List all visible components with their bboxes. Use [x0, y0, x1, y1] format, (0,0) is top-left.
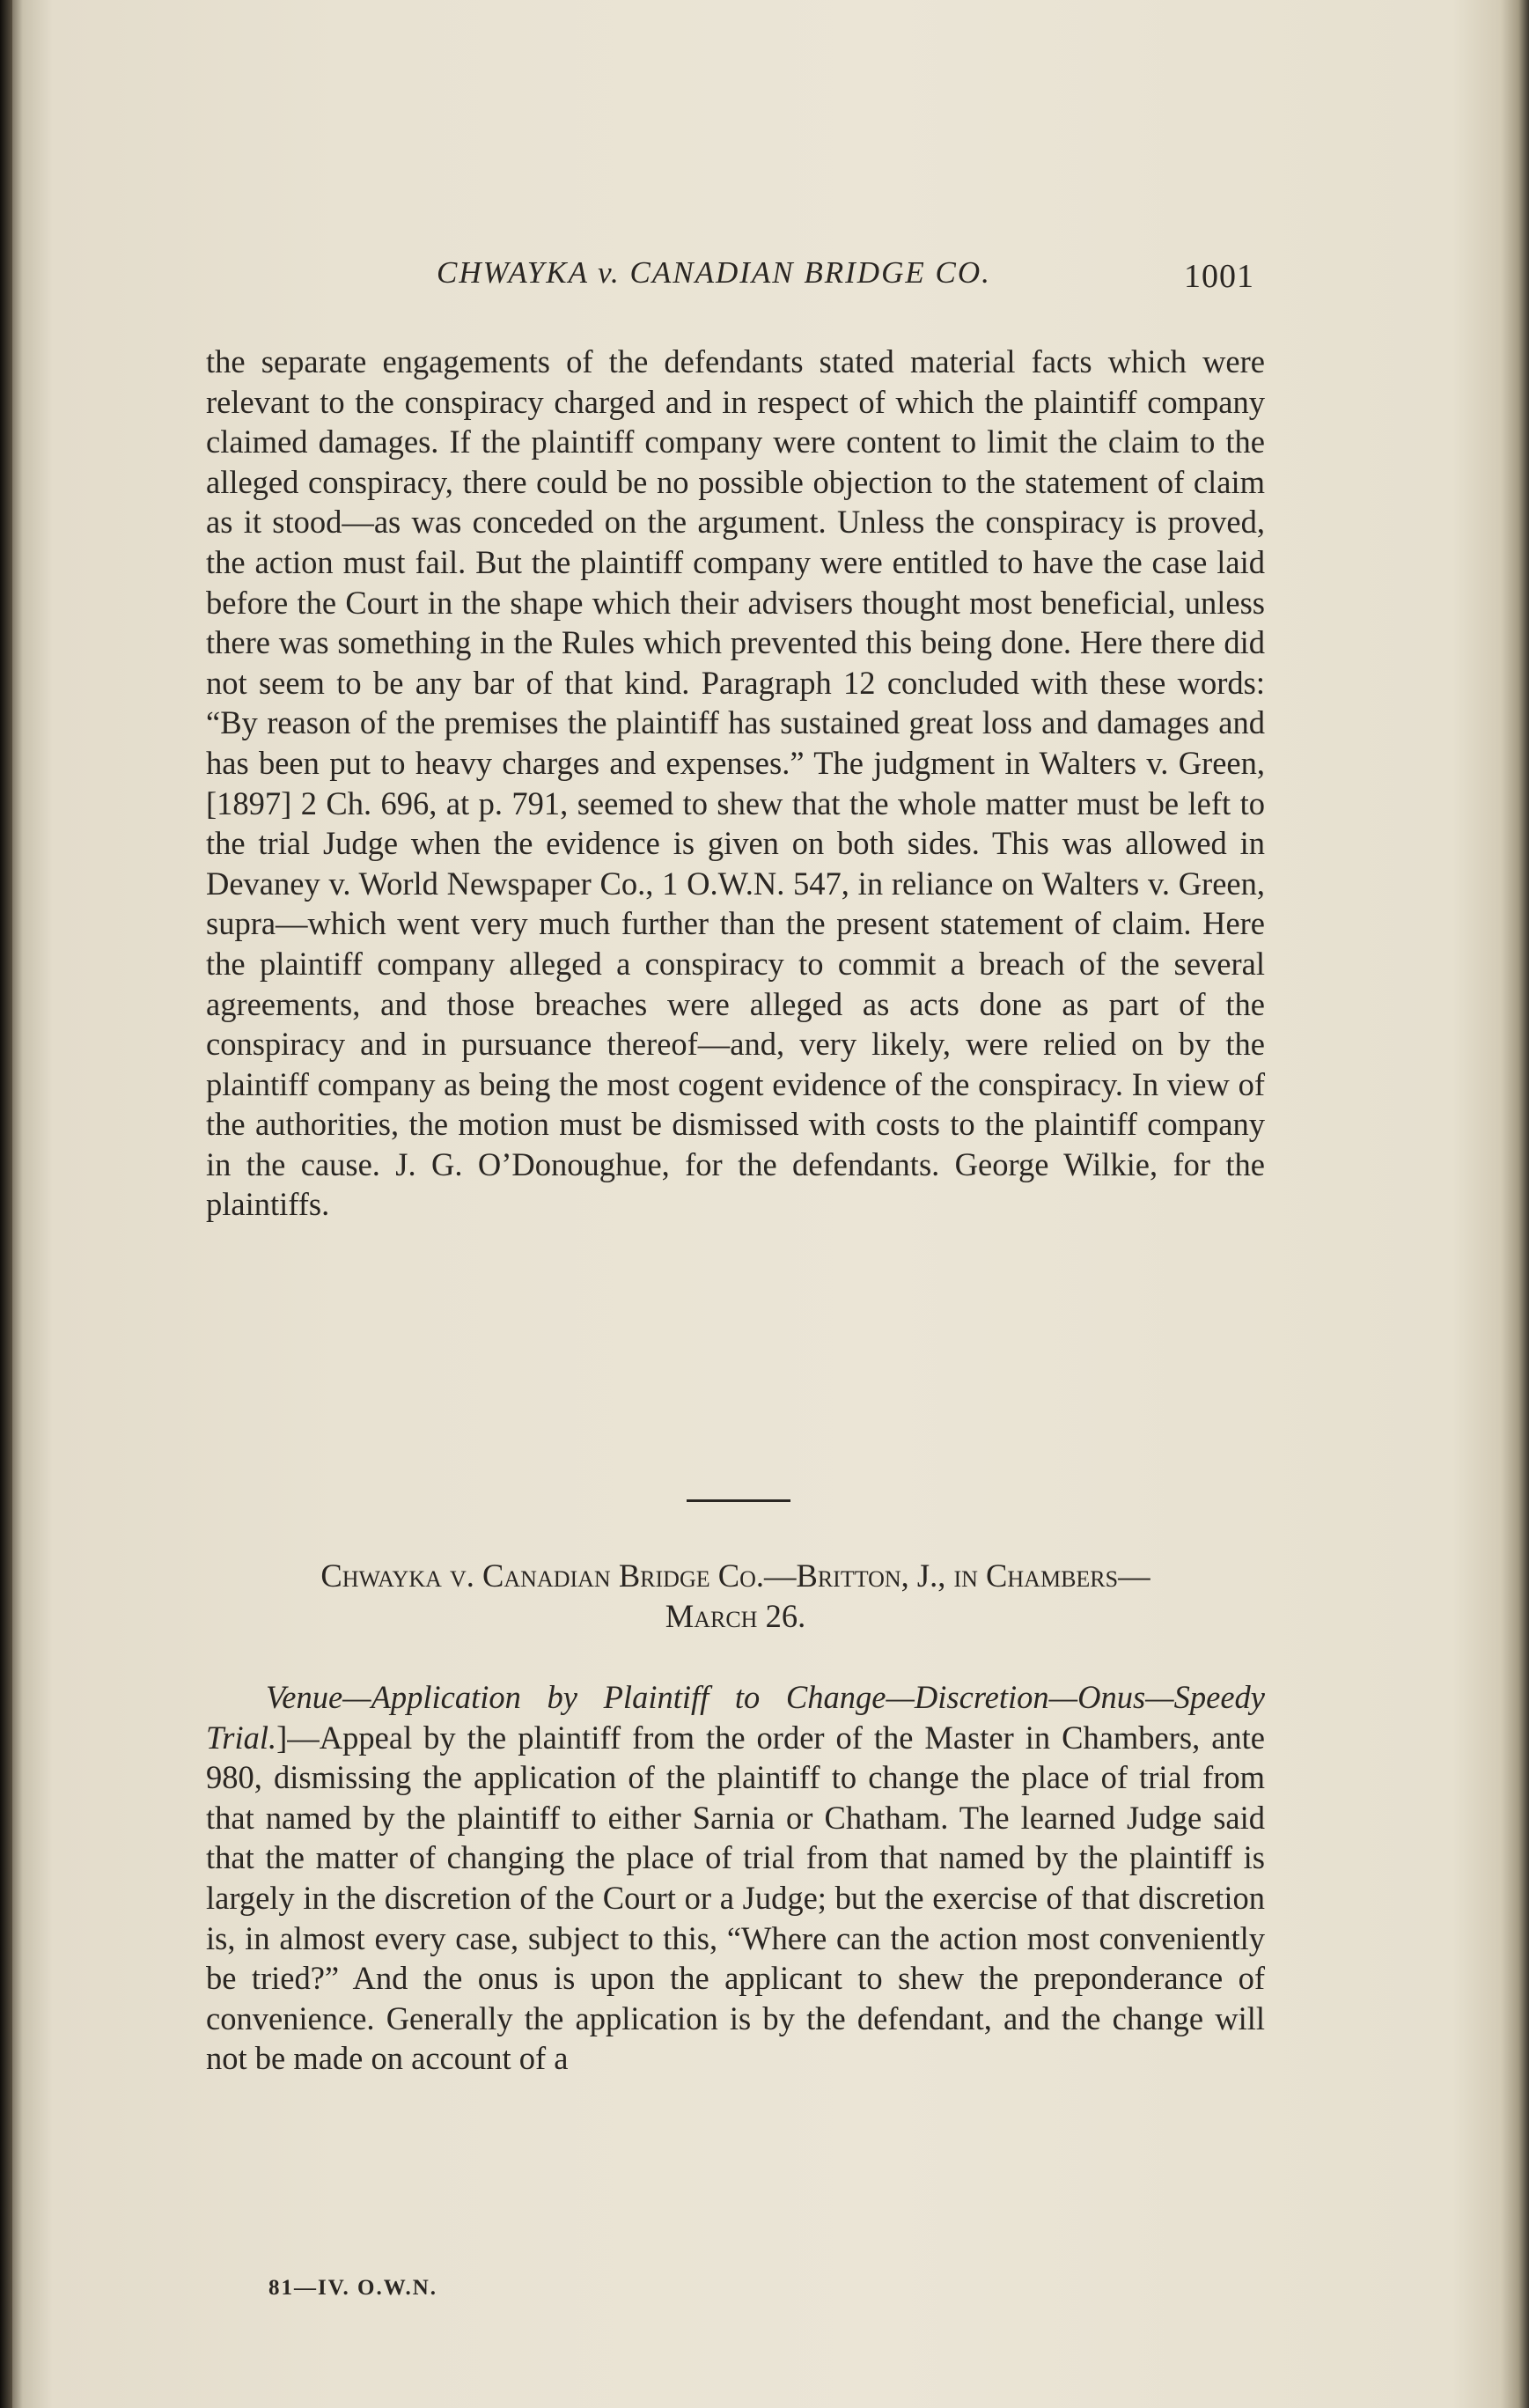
case-heading: [206, 1556, 1265, 1637]
case-heading-line-2: March 26.: [665, 1598, 806, 1634]
book-spine-edge: [0, 0, 12, 2408]
page-number: 1001: [1184, 258, 1254, 295]
case-paragraph: [206, 1677, 1265, 2079]
running-head: CHWAYKA v. CANADIAN BRIDGE CO.: [437, 255, 991, 290]
continued-paragraph: the separate engagements of the defendants stated material facts which were relevant to the conspiracy charged and in respect of which the plaintiff company claimed damages. If the plaintiff company were content to limit the claim to the alleged conspiracy, there could be no possible objection to the statement of claim as it stood—as was conceded on the argument. Unless the conspiracy is proved, the action must fail. But the plaintiff company were entitled to have the case laid before the Court in the shape which their advisers thought most beneficial, unless there was something in the Rules which prevented this being done. Here there did not seem to be any bar of that kind. Paragraph 12 concluded with these words: “By reason of the premises the plaintiff has sustained great loss and damages and has been put to heavy charges and expenses.” The judgment in Walters v. Green, [1897] 2 Ch. 696, at p. 791, seemed to shew that the whole matter must be left to the trial Judge when the evidence is given on both sides. This was allowed in Devaney v. World Newspaper Co., 1 O.W.N. 547, in reliance on Walters v. Green, supra—which went very much further than the present statement of claim. Here the plaintiff company alleged a conspiracy to commit a breach of the several agreements, and those breaches were alleged as acts done as part of the conspiracy and in pursuance thereof—and, very likely, were relied on by the plaintiff company as being the most cogent evidence of the conspiracy. In view of the authorities, the motion must be dismissed with costs to the plaintiff company in the cause. J. G. O’Donoughue, for the defendants. George Wilkie, for the plaintiffs.: [206, 343, 1265, 1223]
case-body-text: ]—Appeal by the plaintiff from the order of the Master in Chambers, ante 980, dismissing the application of the plaintiff to change the place of trial from that named by the plaintiff to either Sarnia or Chatham. The learned Judge said that the matter of changing the place of trial from that named by the plaintiff is largely in the discretion of the Court or a Judge; but the exercise of that discretion is, in almost every case, subject to this, “Where can the action most conveniently be tried?” And the onus is upon the applicant to shew the preponderance of convenience. Generally the application is by the defendant, and the change will not be made on account of a: [206, 1719, 1265, 2077]
case-headnote: Venue—Application by Plaintiff to Change—Discretion—Onus—Speedy Trial.: [206, 1679, 1265, 1756]
signature-mark: 81—IV. O.W.N.: [268, 2276, 438, 2300]
case-heading-line-1: Chwayka v. Canadian Bridge Co.—Britton, J., in Chambers—: [320, 1557, 1150, 1594]
section-divider: [687, 1499, 790, 1502]
